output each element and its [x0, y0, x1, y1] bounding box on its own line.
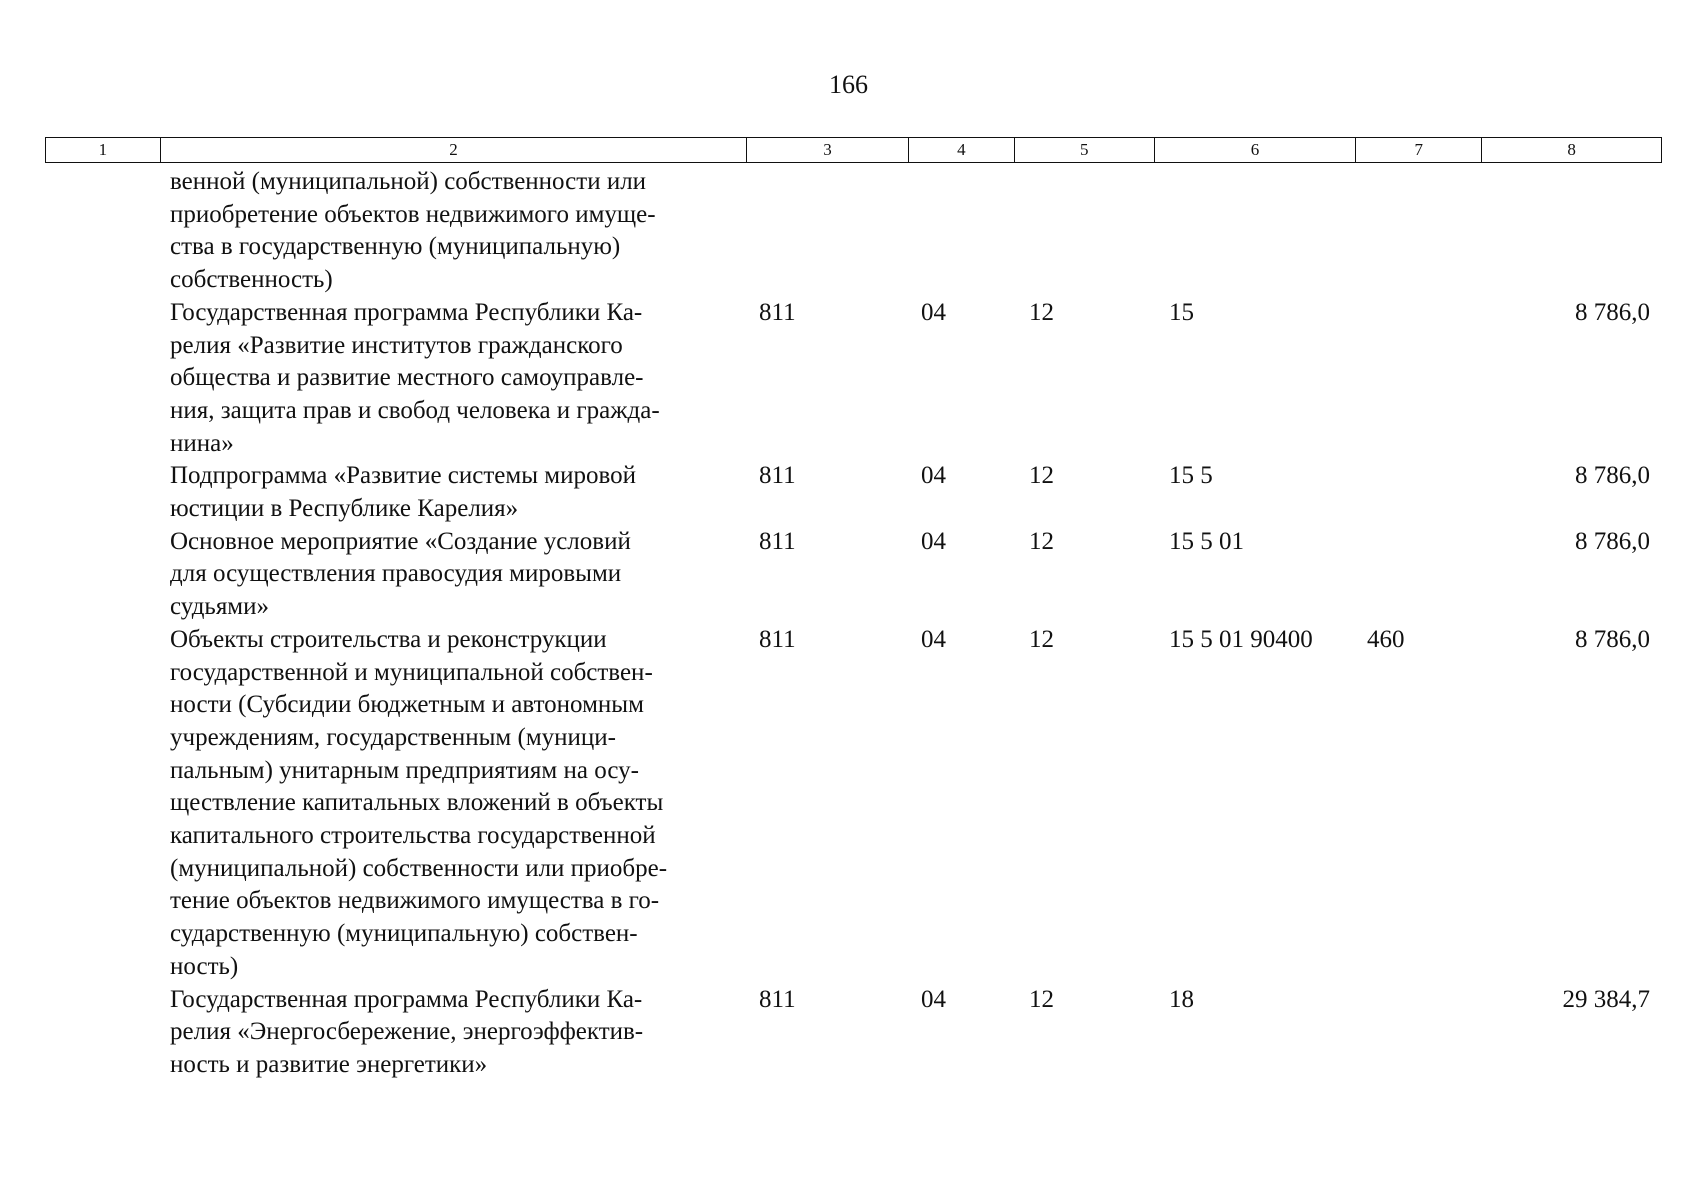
row-name: венной (муниципальной) собственности или приобретение объектов недвижимого имуще- ства в государственную (муниципальную) собственность) [170, 168, 656, 294]
row-code-6: 15 5 01 [1169, 527, 1244, 555]
row-code-5: 12 [1029, 298, 1054, 326]
row-code-3: 811 [759, 298, 796, 326]
row-code-3: 811 [759, 527, 796, 555]
row-code-6: 15 5 01 90400 [1169, 625, 1313, 653]
page-number: 166 [829, 70, 868, 99]
row-code-3: 811 [759, 625, 796, 653]
row-code-4: 04 [921, 462, 946, 490]
column-header: 1 [46, 138, 161, 162]
row-code-4: 04 [921, 527, 946, 555]
row-name: Подпрограмма «Развитие системы мировой юстиции в Республике Карелия» [170, 462, 636, 523]
row-amount: 29 384,7 [1562, 985, 1650, 1013]
column-header: 3 [747, 138, 909, 162]
row-code-3: 811 [759, 462, 796, 490]
row-name: Государственная программа Республики Ка- релия «Энергосбережение, энергоэффектив- ность и развитие энергетики» [170, 985, 644, 1078]
column-header: 6 [1155, 138, 1357, 162]
table-row [45, 624, 1662, 984]
row-code-4: 04 [921, 625, 946, 653]
row-code-4: 04 [921, 985, 946, 1013]
row-name: Государственная программа Республики Ка- релия «Развитие институтов гражданского общества и развитие местного самоуправле- ния, защита прав и свобод человека и гражда- нина» [170, 298, 660, 457]
row-code-5: 12 [1029, 985, 1054, 1013]
row-code-3: 811 [759, 985, 796, 1013]
table-row [45, 297, 1662, 461]
table-row [45, 526, 1662, 624]
row-name: Основное мероприятие «Создание условий для осуществления правосудия мировыми судьями» [170, 527, 631, 621]
row-amount: 8 786,0 [1575, 462, 1650, 490]
column-header: 5 [1015, 138, 1155, 162]
row-code-5: 12 [1029, 527, 1054, 555]
column-header: 4 [909, 138, 1015, 162]
row-name: Объекты строительства и реконструкции государственной и муниципальной собствен- ности (Субсидии бюджетным и автономным учреждениям, государственным (муници- пальным) унитарным предприятиям на осу- ществление капитальных вложений в объекты капитального строительства государственной (муниципальной) собственности или приобре- тение объектов недвижимого имущества в го- сударственную (муниципальную) собствен- ность) [170, 625, 668, 980]
row-code-6: 15 5 [1169, 462, 1213, 490]
row-code-6: 15 [1169, 298, 1194, 326]
column-header: 2 [161, 138, 747, 162]
row-code-4: 04 [921, 298, 946, 326]
table-row [45, 166, 1662, 297]
row-code-6: 18 [1169, 985, 1194, 1013]
row-code-7: 460 [1367, 625, 1405, 653]
table-row [45, 460, 1662, 525]
column-header: 8 [1567, 140, 1576, 159]
row-amount: 8 786,0 [1575, 625, 1650, 653]
row-amount: 8 786,0 [1575, 527, 1650, 555]
column-header: 7 [1356, 138, 1482, 162]
row-amount: 8 786,0 [1575, 298, 1650, 326]
row-code-5: 12 [1029, 462, 1054, 490]
table-body [45, 166, 1662, 1082]
table-header [45, 137, 1662, 163]
table-row [45, 984, 1662, 1082]
row-code-5: 12 [1029, 625, 1054, 653]
